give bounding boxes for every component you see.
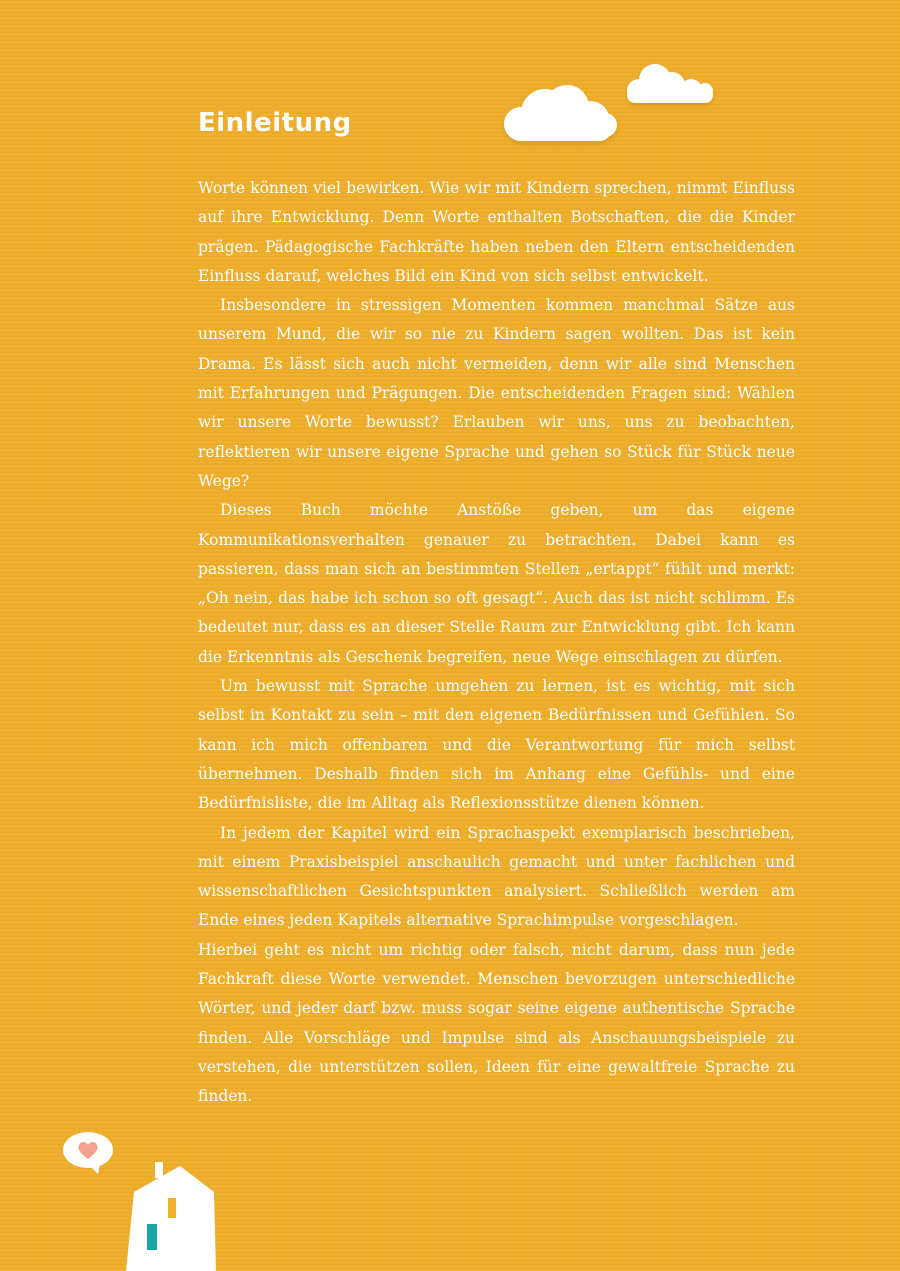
paragraph: Insbesondere in stressigen Momenten kommen manchmal Sätze aus unserem Mund, die wir so nie zu Kindern sagen wollten. Das ist kein Drama. Es lässt sich auch nicht vermeiden, denn wir alle sind Menschen mit Erfahrungen und Prägungen. Die entscheidenden Fragen sind: Wählen wir unsere Worte bewusst? Erlauben wir uns, uns zu beobachten, reflektieren wir unsere eigene Sprache und gehen so Stück für Stück neue Wege? bbox=[198, 296, 795, 490]
house-illustration bbox=[58, 1128, 228, 1271]
paragraph: Worte können viel bewirken. Wie wir mit Kindern sprechen, nimmt Einfluss auf ihre Entwicklung. Denn Worte enthalten Botschaften, die die Kinder prägen. Pädagogische Fachkräfte haben neben den Eltern entscheidenden Einfluss darauf, welches Bild ein Kind von sich selbst entwickelt. bbox=[198, 179, 795, 285]
chapter-title: Einleitung bbox=[198, 108, 352, 138]
cloud-icon bbox=[504, 85, 617, 141]
paragraph: Hierbei geht es nicht um richtig oder falsch, nicht darum, dass nun jede Fachkraft diese Worte verwendet. Menschen bevorzugen unterschiedliche Wörter, und jeder darf bzw. muss sogar seine eigene authentische Sprache finden. Alle Vorschläge und Impulse sind als Anschauungsbeispiele zu verstehen, die unterstützen sollen, Ideen für eine gewaltfreie Sprache zu finden. bbox=[198, 940, 795, 1106]
paragraph: Dieses Buch möchte Anstöße geben, um das eigene Kommunikationsverhalten genauer zu betrachten. Dabei kann es passieren, dass man sich an bestimmten Stellen „ertappt“ fühlt und merkt: „Oh nein, das habe ich schon so oft gesagt“. Auch das ist nicht schlimm. Es bedeutet nur, dass es an dieser Stelle Raum zur Entwicklung gibt. Ich kann die Erkenntnis als Geschenk begreifen, neue Wege einschlagen zu dürfen. bbox=[198, 501, 795, 666]
paragraph: Um bewusst mit Sprache umgehen zu lernen, ist es wichtig, mit sich selbst in Kontakt zu sein – mit den eigenen Bedürfnissen und Gefühlen. So kann ich mich offenbaren und die Verantwortung für mich selbst übernehmen. Deshalb finden sich im Anhang eine Gefühls- und eine Bedürfnisliste, die im Alltag als Reflexionsstütze dienen können. bbox=[198, 677, 795, 813]
heart-speech-bubble-icon bbox=[63, 1132, 113, 1174]
intro-text bbox=[198, 174, 795, 1112]
clouds-illustration bbox=[495, 55, 725, 155]
paragraph: In jedem der Kapitel wird ein Sprachaspekt exemplarisch beschrieben, mit einem Praxisbeispiel anschaulich gemacht und unter fachlichen und wissenschaftlichen Gesichtspunkten analysiert. Schließlich werden am Ende eines jeden Kapitels alternative Sprachimpulse vorgeschlagen. bbox=[198, 823, 795, 930]
cloud-icon bbox=[627, 64, 713, 103]
house-icon bbox=[126, 1162, 216, 1271]
